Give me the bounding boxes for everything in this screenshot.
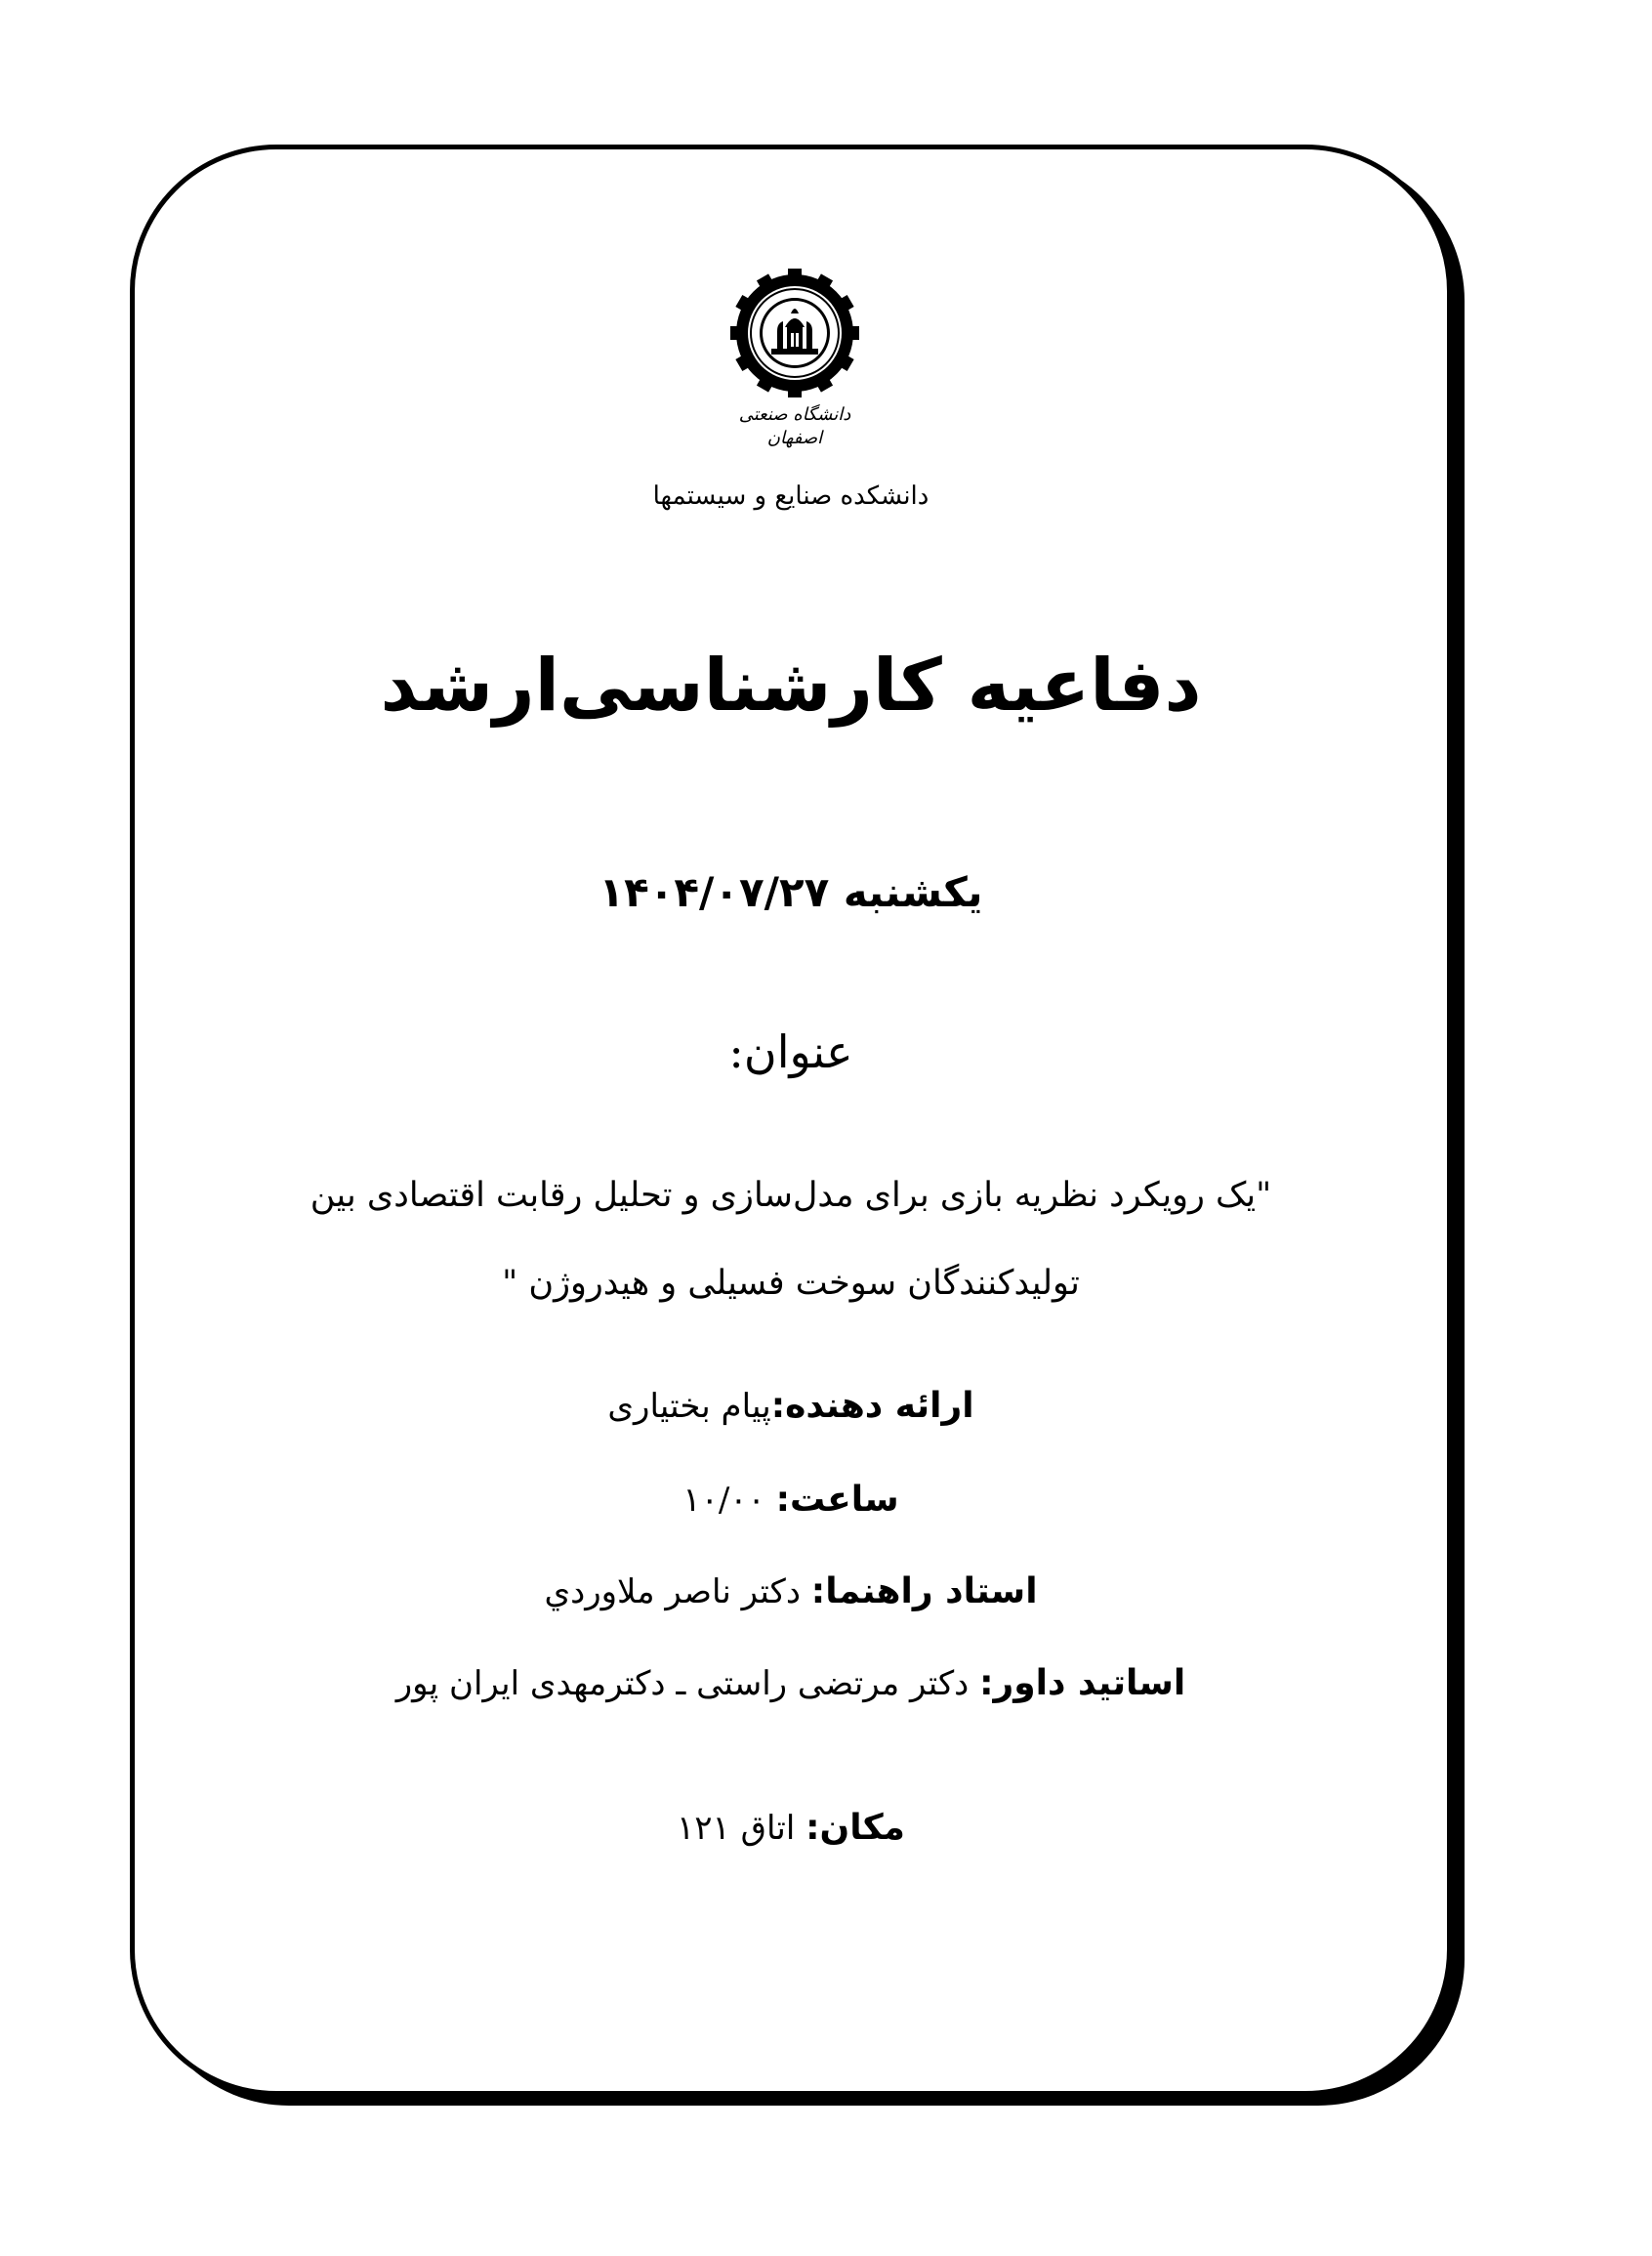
university-logo [730,269,859,448]
presenter-row [130,1379,1452,1434]
location-value: اتاق ۱۲۱ [677,1809,796,1848]
university-name-calligraphy: دانشگاه صنعتی اصفهان [738,404,851,448]
supervisor-name: دکتر ناصر ملاوردي [544,1572,801,1611]
faculty-name: دانشکده صنایع و سیستمها [652,481,929,511]
time-value: ۱۰/۰۰ [682,1481,765,1520]
time-row [130,1473,1452,1527]
subject-heading: عنوان: [728,1025,853,1078]
university-seal-icon [730,269,859,397]
time-label: ساعت: [775,1480,899,1520]
location-label: مکان: [805,1808,905,1848]
presenter-name: پیام بختیاری [607,1387,771,1426]
supervisor-label: استاد راهنما: [810,1571,1038,1611]
examiners-row [130,1656,1452,1711]
supervisor-row [130,1565,1452,1619]
defense-date: یکشنبه ۱۴۰۴/۰۷/۲۷ [599,868,983,916]
page-title: دفاعیه کارشناسی‌ارشد [380,644,1202,728]
location-row [130,1801,1452,1856]
presenter-label: ارائه دهنده: [770,1386,974,1426]
examiners-names: دکتر مرتضی راستی ـ دکترمهدی ایران پور [395,1664,970,1703]
thesis-title-line-2: تولیدکنندگان سوخت فسیلی و هیدروژن " [502,1264,1080,1303]
examiners-label: اساتید داور: [979,1663,1186,1703]
thesis-title-line-1: "یک رویکرد نظریه بازی برای مدل‌سازی و تحلیل رقابت اقتصادی بین [310,1176,1272,1215]
